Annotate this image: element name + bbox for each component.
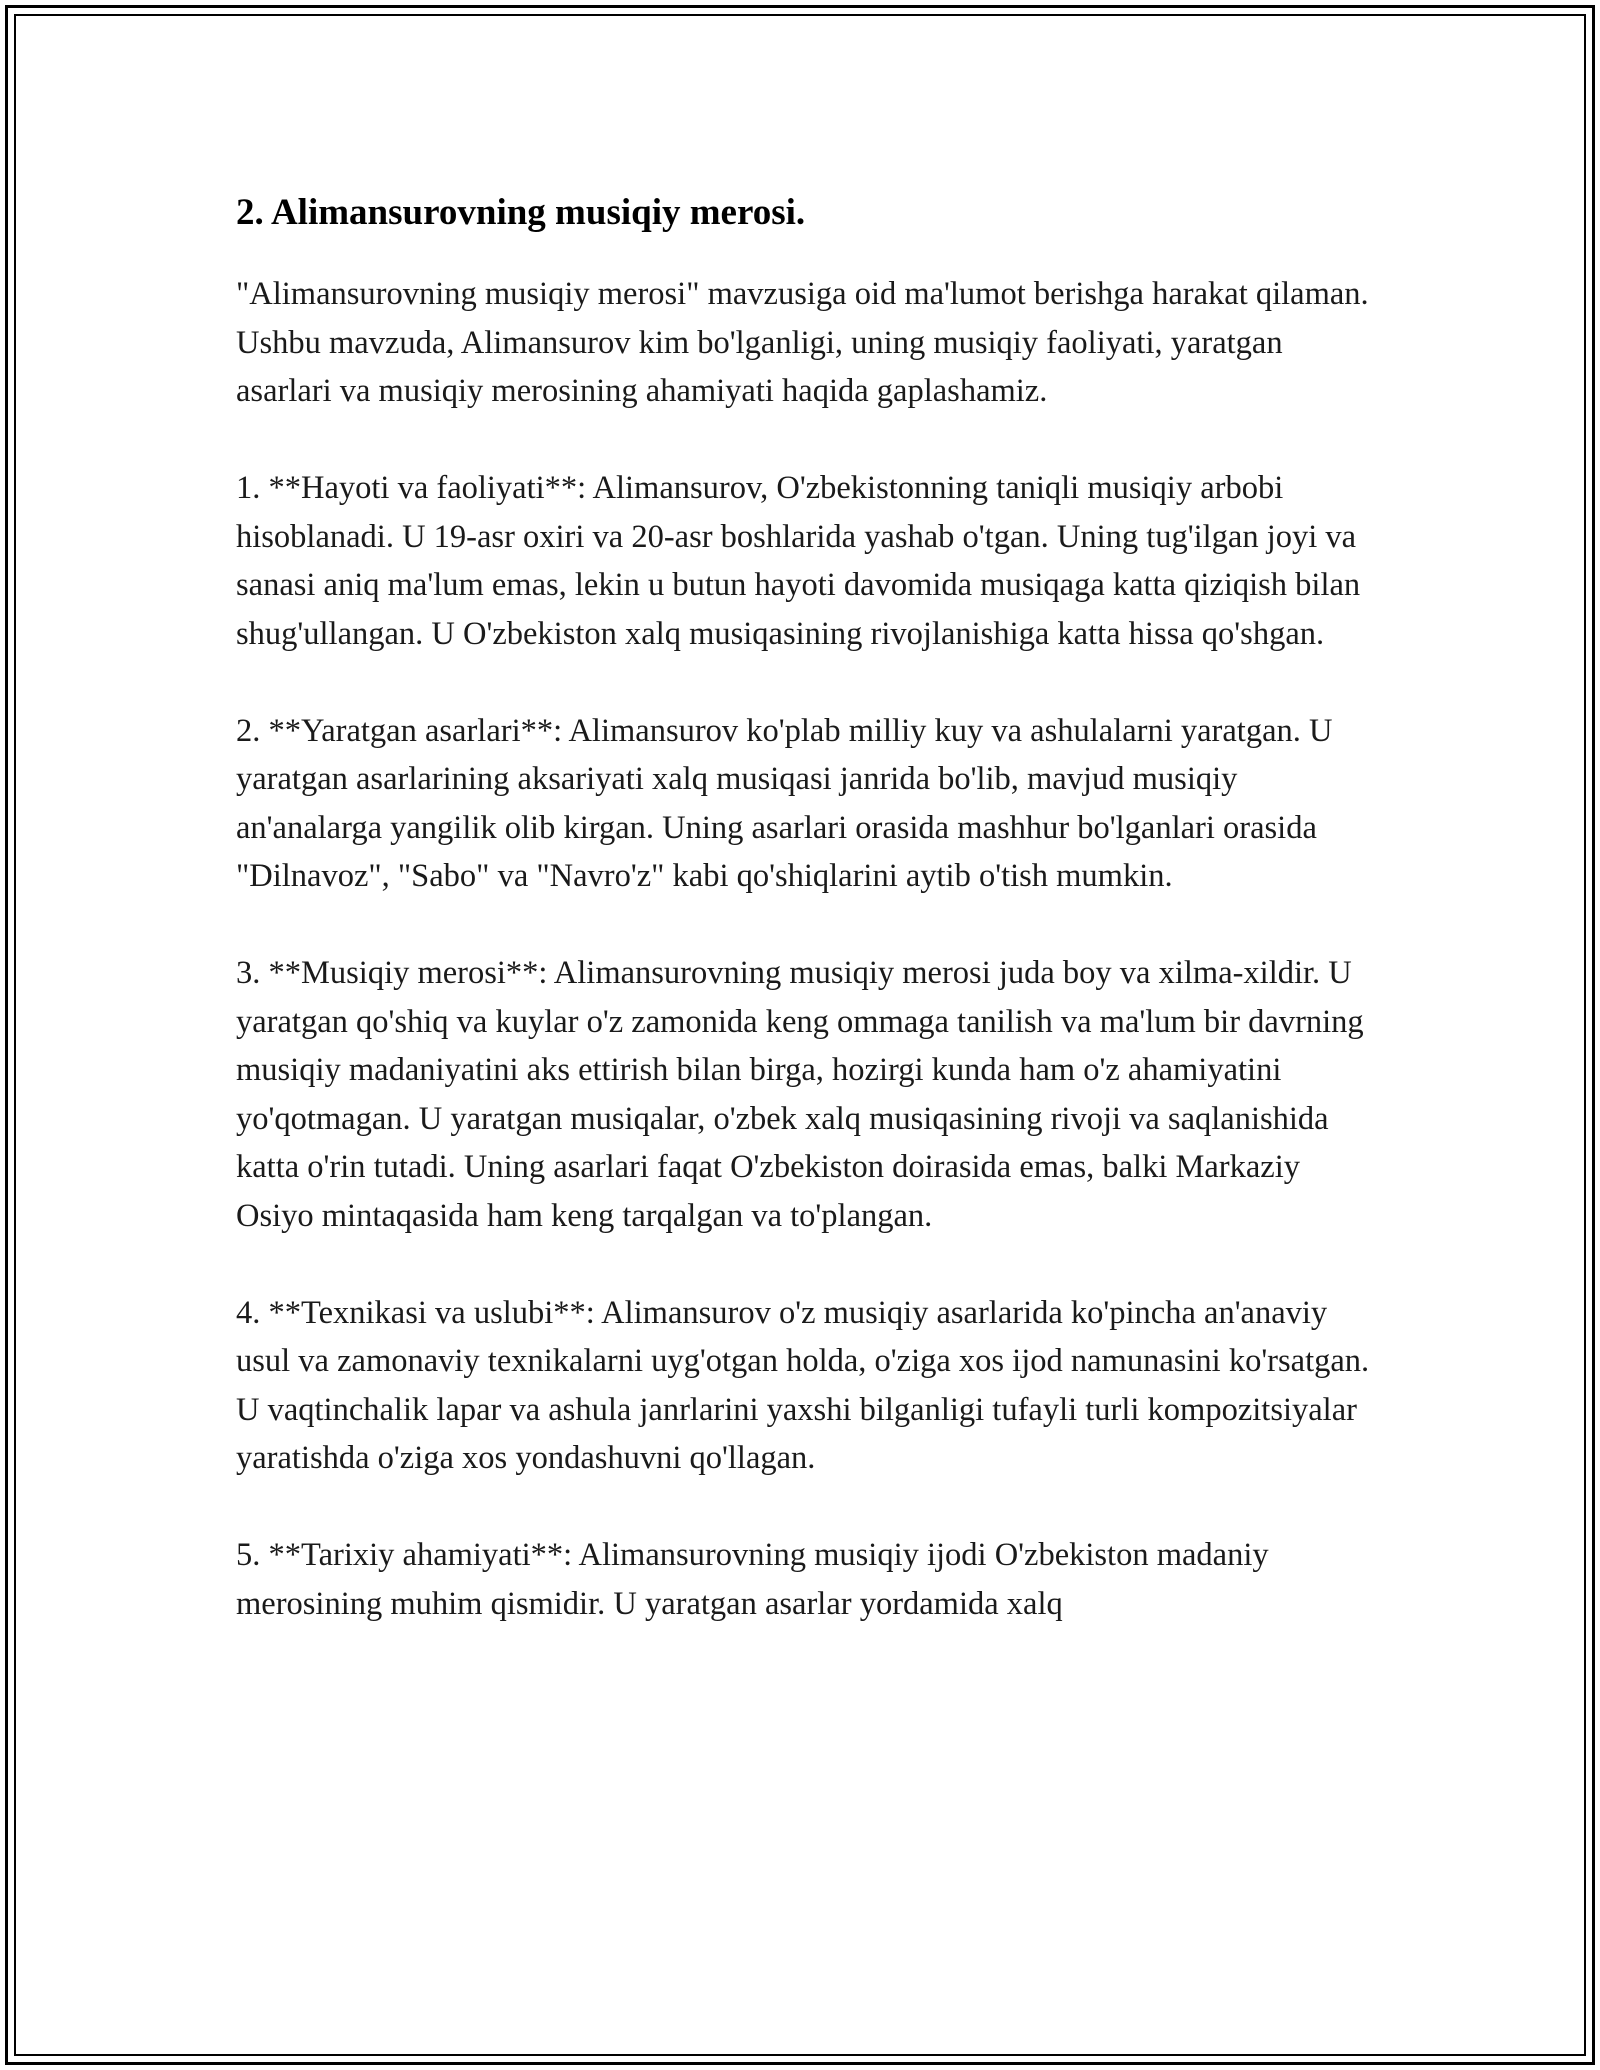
paragraph-tarixiy: 5. **Tarixiy ahamiyati**: Alimansurovning musiqiy ijodi O'zbekiston madaniy merosining muhim qismidir. U yaratgan asarlar yordamida xalq [236,1537,1269,1622]
paragraph-merosi: 3. **Musiqiy merosi**: Alimansurovning musiqiy merosi juda boy va xilma-xildir. U yaratgan qo'shiq va kuylar o'z zamonida keng ommaga tanilish va ma'lum bir davrning musiqiy madaniyatini aks ettirish bilan birga, hozirgi kunda ham o'z ahamiyatini yo'qotmagan. U yaratgan musiqalar, o'zbek xalq musiqasining rivoji va saqlanishida katta o'rin tutadi. Uning asarlari faqat O'zbekiston doirasida emas, balki Markaziy Osiyo mintaqasida ham keng tarqalgan va to'plangan. [236,955,1364,1234]
document-page [236,190,1376,1628]
document-title: 2. Alimansurovning musiqiy merosi. [236,192,806,233]
paragraph-hayoti: 1. **Hayoti va faoliyati**: Alimansurov, O'zbekistonning taniqli musiqiy arbobi hisoblanadi. U 19-asr oxiri va 20-asr boshlarida yashab o'tgan. Uning tug'ilgan joyi va sanasi aniq ma'lum emas, lekin u butun hayoti davomida musiqaga katta qiziqish bilan shug'ullangan. U O'zbekiston xalq musiqasining rivojlanishiga katta hissa qo'shgan. [236,470,1361,652]
paragraph-asarlari: 2. **Yaratgan asarlari**: Alimansurov ko'plab milliy kuy va ashulalarni yaratgan. U yaratgan asarlarining aksariyati xalq musiqasi janrida bo'lib, mavjud musiqiy an'analarga yangilik olib kirgan. Uning asarlari orasida mashhur bo'lganlari orasida "Dilnavoz", "Sabo" va "Navro'z" kabi qo'shiqlarini aytib o'tish mumkin. [236,712,1333,894]
paragraph-texnikasi: 4. **Texnikasi va uslubi**: Alimansurov o'z musiqiy asarlarida ko'pincha an'anaviy usul va zamonaviy texnikalarni uyg'otgan holda, o'ziga xos ijod namunasini ko'rsatgan. U vaqtinchalik lapar va ashula janrlarini yaxshi bilganligi tufayli turli kompozitsiyalar yaratishda o'ziga xos yondashuvni qo'llagan. [236,1294,1370,1476]
intro-paragraph: "Alimansurovning musiqiy merosi" mavzusiga oid ma'lumot berishga harakat qilaman. Ushbu mavzuda, Alimansurov kim bo'lganligi, uning musiqiy faoliyati, yaratgan asarlari va musiqiy merosining ahamiyati haqida gaplashamiz. [236,276,1369,409]
